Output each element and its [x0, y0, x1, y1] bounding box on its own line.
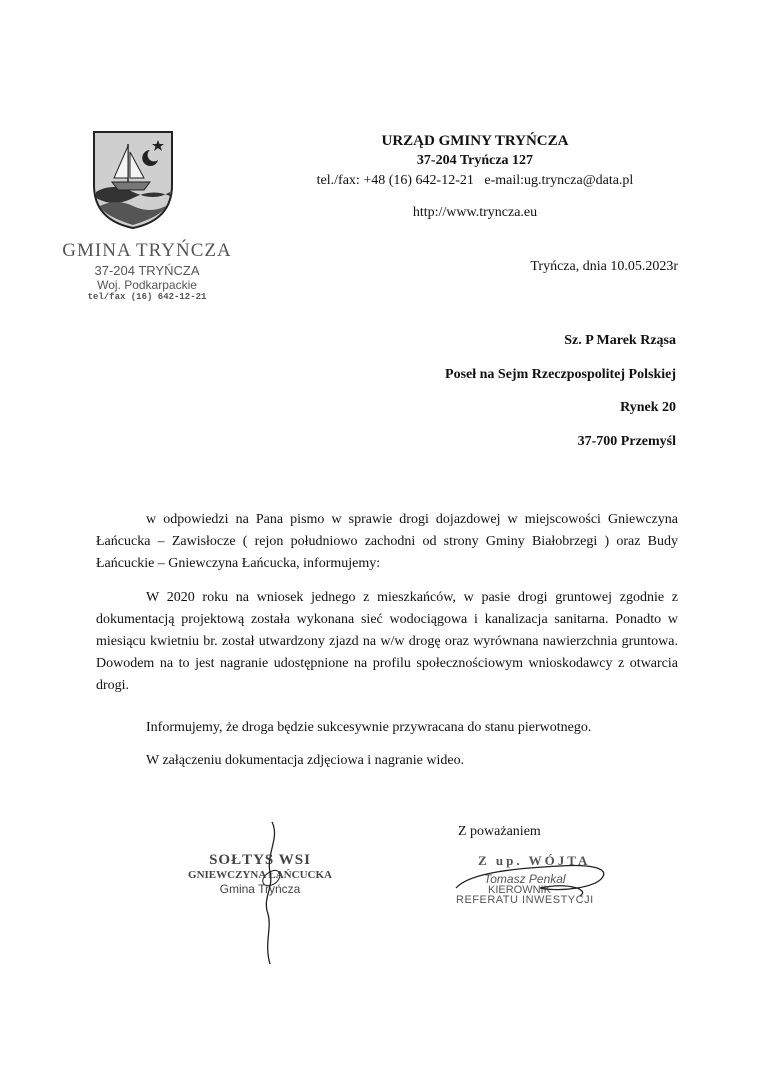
- wojt-stamp-department: REFERATU INWESTYCJI: [456, 894, 594, 906]
- body-paragraph-2: W 2020 roku na wniosek jednego z mieszkańców, w pasie drogi gruntowej zgodnie z dokumentacją projektową została wykonana sieć wodociągowa i kanalizacja sanitarna. Ponadto w miesiącu kwietniu br. został utwardzony zjazd na w/w drogę oraz wyrównana nawierzchnia gruntowa. Dowodem na to jest nagranie udostępnione na profilu społecznościowym wnioskodawcy z otwarcia drogi.: [96, 590, 678, 693]
- body-paragraph-1: w odpowiedzi na Pana pismo w sprawie drogi dojazdowej w miejscowości Gniewczyna Łańcucka – Zawisłocze ( rejon południowo zachodni od strony Gminy Białobrzegi ) oraz Budy Łańcuckie – Gniewczyna Łańcucka, informujemy:: [96, 512, 678, 571]
- recipient-street: Rynek 20: [620, 400, 676, 415]
- stamp-line-name: GMINA TRYŃCZA: [62, 240, 232, 261]
- stamp-line-voivodeship: Woj. Podkarpackie: [97, 278, 197, 292]
- office-website[interactable]: http://www.tryncza.eu: [412, 205, 538, 220]
- municipality-crest-icon: [92, 130, 174, 230]
- office-contact: tel./fax: +48 (16) 642-12-21 e-mail:ug.tryncza@data.pl: [316, 173, 634, 188]
- stamp-line-phone: tel/fax (16) 642-12-21: [87, 292, 207, 302]
- soltys-signature-icon: [240, 818, 300, 968]
- closing-line: Z poważaniem: [458, 824, 541, 839]
- recipient-name: Sz. P Marek Rząsa: [564, 333, 676, 348]
- wojt-stamp-authority: Z up. WÓJTA: [478, 853, 591, 868]
- soltys-stamp-gmina: Gmina Tryńcza: [219, 882, 301, 896]
- office-address: 37-204 Tryńcza 127: [416, 153, 534, 168]
- body-paragraph-3: Informujemy, że droga będzie sukcesywnie przywracana do stanu pierwotnego.: [146, 720, 592, 735]
- recipient-city: 37-700 Przemyśl: [577, 434, 676, 449]
- wojt-signature-icon: [450, 852, 620, 902]
- office-name: URZĄD GMINY TRYŃCZA: [381, 133, 569, 149]
- soltys-stamp-village: GNIEWCZYNA ŁAŃCUCKA: [188, 869, 332, 881]
- date-line: Tryńcza, dnia 10.05.2023r: [530, 259, 678, 274]
- wojt-stamp-person: Tomasz Penkal: [484, 872, 566, 886]
- body-paragraph-4: W załączeniu dokumentacja zdjęciowa i nagranie wideo.: [146, 753, 465, 768]
- stamp-line-postcode: 37-204 TRYŃCZA: [94, 263, 200, 278]
- recipient-title: Poseł na Sejm Rzeczpospolitej Polskiej: [445, 367, 676, 382]
- soltys-stamp-title: SOŁTYS WSI: [209, 852, 311, 868]
- wojt-stamp-role: KIEROWNIK: [488, 884, 551, 896]
- municipality-stamp: [62, 240, 232, 302]
